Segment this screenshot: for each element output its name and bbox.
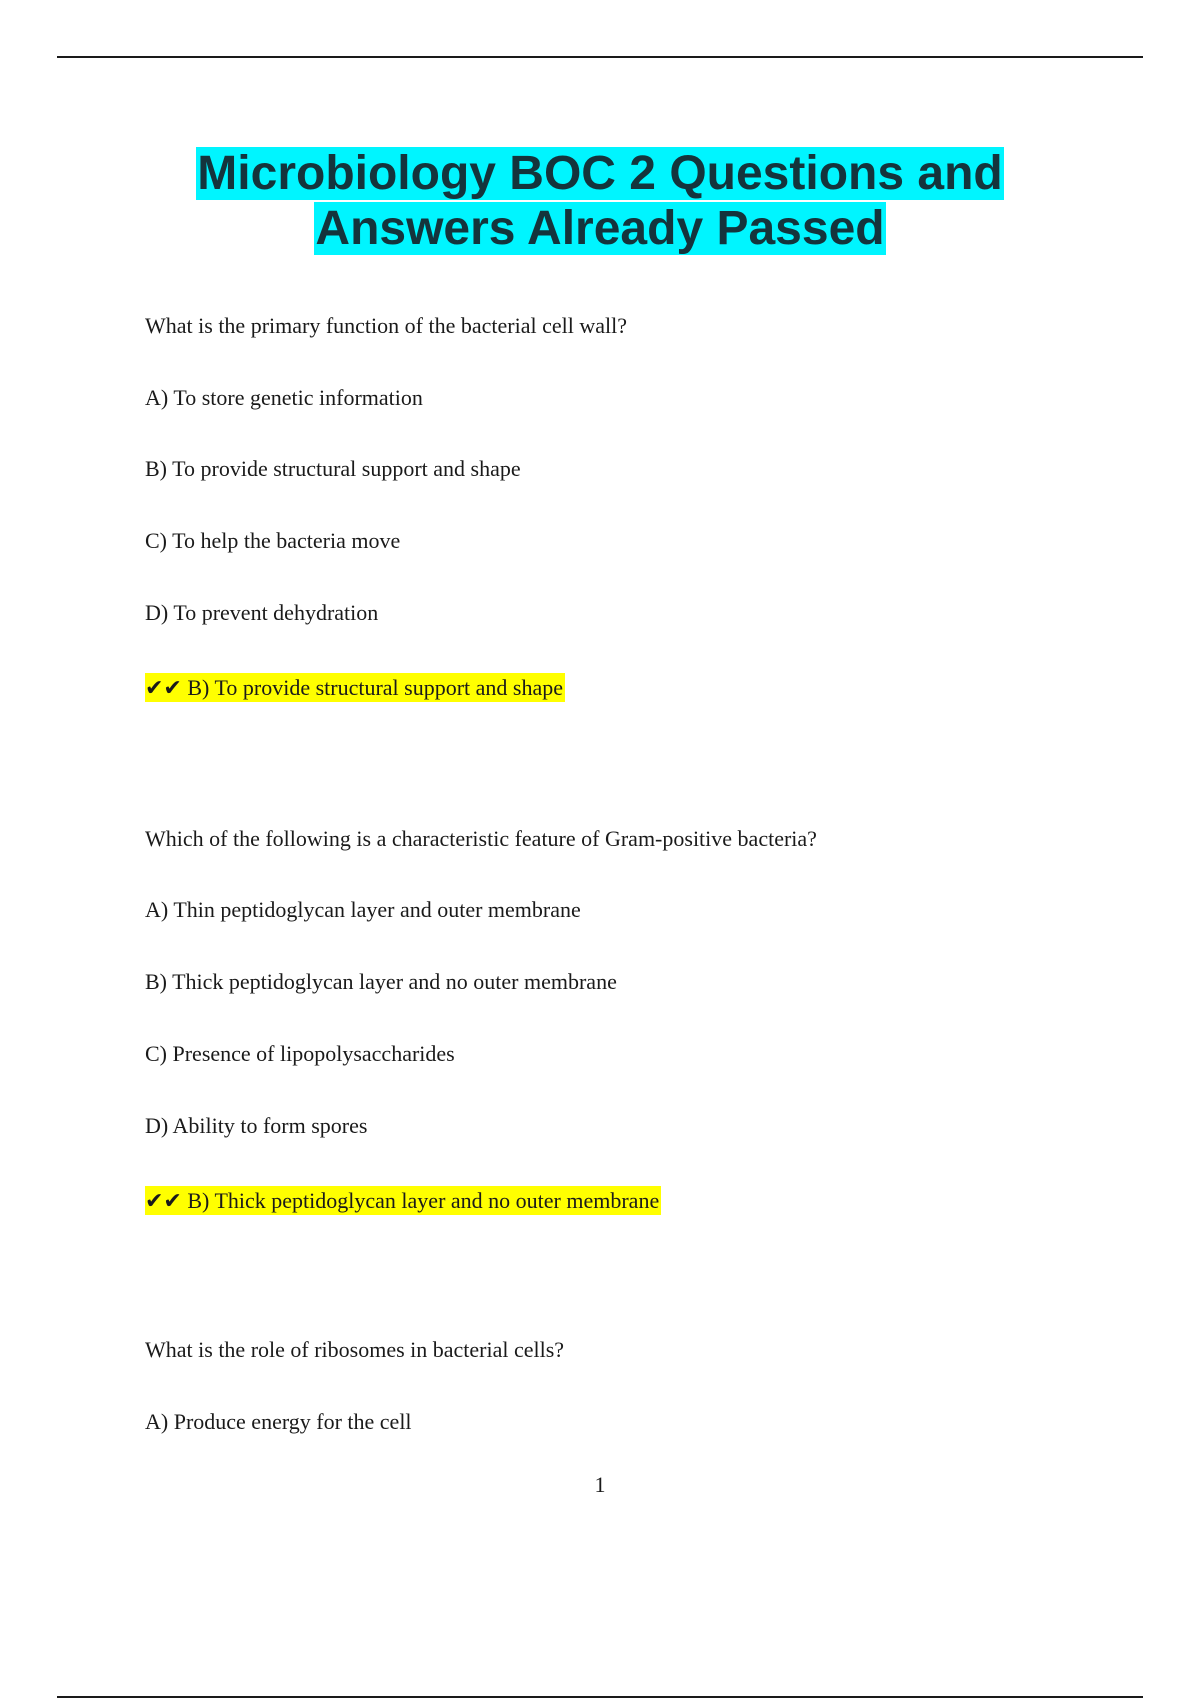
question-3-option-a: A) Produce energy for the cell — [145, 1409, 412, 1434]
question-1-option-b: B) To provide structural support and shape — [145, 456, 521, 481]
check-icon: ✔✔ — [145, 676, 182, 701]
question-1-option-a: A) To store genetic information — [145, 385, 423, 410]
title-line-2: Answers Already Passed — [315, 202, 885, 255]
page-number: 1 — [594, 1472, 606, 1497]
question-1-answer — [145, 674, 565, 703]
question-1-text: What is the primary function of the bacterial cell wall? — [145, 313, 627, 338]
question-3-text: What is the role of ribosomes in bacterial cells? — [145, 1337, 565, 1362]
question-2-text: Which of the following is a characteristic feature of Gram-positive bacteria? — [145, 826, 817, 851]
question-2-answer — [145, 1187, 661, 1216]
question-2-option-c: C) Presence of lipopolysaccharides — [145, 1041, 455, 1066]
question-1-option-c: C) To help the bacteria move — [145, 528, 401, 553]
document-title — [0, 146, 1200, 256]
question-2-option-d: D) Ability to form spores — [145, 1113, 368, 1138]
check-icon: ✔✔ — [145, 1189, 182, 1214]
question-2-option-a: A) Thin peptidoglycan layer and outer membrane — [145, 897, 581, 922]
question-1-answer-text: B) To provide structural support and shape — [187, 675, 564, 700]
title-line-1: Microbiology BOC 2 Questions and — [197, 147, 1003, 200]
question-2-answer-text: B) Thick peptidoglycan layer and no outer membrane — [187, 1188, 660, 1213]
question-2-option-b: B) Thick peptidoglycan layer and no outer membrane — [145, 969, 617, 994]
header-rule — [57, 56, 1143, 58]
footer-rule — [57, 1696, 1143, 1698]
question-1-option-d: D) To prevent dehydration — [145, 600, 379, 625]
